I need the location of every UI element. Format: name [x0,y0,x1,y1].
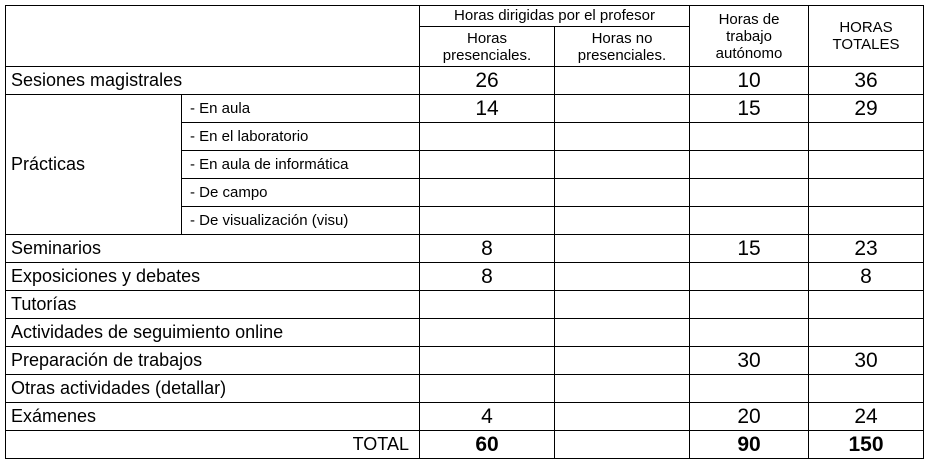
sub-row-label: - En aula [182,95,420,123]
cell-presenciales [420,207,555,235]
cell-no-presenciales [555,123,690,151]
cell-no-presenciales [555,375,690,403]
cell-autonomo [690,151,809,179]
cell-presenciales: 4 [420,403,555,431]
sub-row-label: - De visualización (visu) [182,207,420,235]
row-label: Tutorías [6,291,420,319]
row-label: Otras actividades (detallar) [6,375,420,403]
cell-presenciales [420,151,555,179]
table-row [6,291,924,319]
cell-autonomo [690,123,809,151]
row-label: Actividades de seguimiento online [6,319,420,347]
cell-total [809,207,924,235]
cell-no-presenciales [555,151,690,179]
cell-autonomo [690,179,809,207]
cell-no-presenciales [555,319,690,347]
total-row [6,431,924,459]
cell-autonomo: 15 [690,95,809,123]
cell-autonomo [690,375,809,403]
cell-total: 24 [809,403,924,431]
sub-row-label: - De campo [182,179,420,207]
header-empty-cell [6,6,420,67]
cell-presenciales [420,319,555,347]
cell-autonomo [690,319,809,347]
row-label: Preparación de trabajos [6,347,420,375]
cell-presenciales: 14 [420,95,555,123]
table-row [6,319,924,347]
total-presenciales: 60 [420,431,555,459]
row-label: Sesiones magistrales [6,67,420,95]
cell-autonomo [690,263,809,291]
cell-autonomo: 15 [690,235,809,263]
cell-no-presenciales [555,403,690,431]
cell-total [809,375,924,403]
cell-no-presenciales [555,67,690,95]
hours-table [5,5,924,459]
cell-presenciales [420,347,555,375]
cell-presenciales: 8 [420,235,555,263]
cell-autonomo: 10 [690,67,809,95]
cell-presenciales: 8 [420,263,555,291]
row-label-practicas: Prácticas [6,95,182,235]
table-row [6,95,924,123]
total-label: TOTAL [6,431,420,459]
cell-presenciales [420,179,555,207]
cell-autonomo [690,291,809,319]
cell-no-presenciales [555,95,690,123]
cell-total: 23 [809,235,924,263]
header-no-presenciales: Horas no presenciales. [555,27,690,67]
total-total: 150 [809,431,924,459]
table-row [6,347,924,375]
cell-no-presenciales [555,347,690,375]
cell-no-presenciales [555,235,690,263]
sub-row-label: - En el laboratorio [182,123,420,151]
header-group-title: Horas dirigidas por el profesor [420,6,690,27]
row-label: Exámenes [6,403,420,431]
cell-autonomo: 30 [690,347,809,375]
cell-no-presenciales [555,207,690,235]
row-label: Exposiciones y debates [6,263,420,291]
header-totales: HORAS TOTALES [809,6,924,67]
table-row [6,67,924,95]
cell-total [809,151,924,179]
cell-no-presenciales [555,291,690,319]
cell-presenciales [420,123,555,151]
cell-total: 8 [809,263,924,291]
cell-presenciales [420,291,555,319]
header-presenciales: Horas presenciales. [420,27,555,67]
total-no-presenciales [555,431,690,459]
cell-total [809,319,924,347]
cell-no-presenciales [555,179,690,207]
cell-no-presenciales [555,263,690,291]
cell-presenciales: 26 [420,67,555,95]
cell-total [809,123,924,151]
table-row [6,375,924,403]
cell-total [809,179,924,207]
cell-presenciales [420,375,555,403]
header-row-1 [6,6,924,27]
header-autonomo: Horas de trabajo autónomo [690,6,809,67]
cell-autonomo: 20 [690,403,809,431]
table-row [6,403,924,431]
cell-total [809,291,924,319]
table-row [6,263,924,291]
cell-total: 29 [809,95,924,123]
table-row [6,235,924,263]
total-autonomo: 90 [690,431,809,459]
cell-total: 36 [809,67,924,95]
cell-autonomo [690,207,809,235]
cell-total: 30 [809,347,924,375]
row-label: Seminarios [6,235,420,263]
sub-row-label: - En aula de informática [182,151,420,179]
